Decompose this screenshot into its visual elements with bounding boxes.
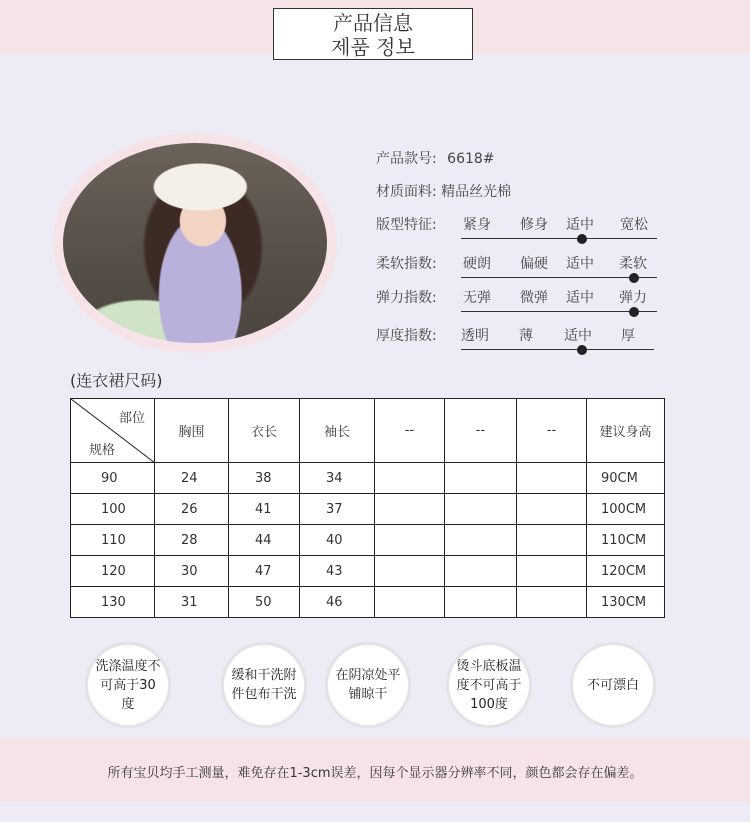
corner-bottom-label: 规格 bbox=[89, 443, 116, 458]
table-cell bbox=[517, 587, 587, 618]
table-cell: 100 bbox=[71, 494, 155, 525]
table-cell: 44 bbox=[229, 525, 300, 556]
section-title bbox=[273, 8, 473, 60]
product-code-label: 产品款号: bbox=[376, 151, 437, 167]
column-header: 袖长 bbox=[300, 399, 375, 463]
product-code-value: 6618# bbox=[447, 151, 495, 167]
table-cell bbox=[517, 494, 587, 525]
table-header-row bbox=[71, 399, 665, 463]
scale-label: 弹力指数: bbox=[376, 290, 437, 306]
table-cell: 110 bbox=[71, 525, 155, 556]
care-instruction bbox=[446, 642, 532, 728]
table-cell: 41 bbox=[229, 494, 300, 525]
table-cell: 40 bbox=[300, 525, 375, 556]
product-code-row bbox=[376, 148, 495, 168]
table-cell bbox=[517, 525, 587, 556]
product-photo bbox=[63, 143, 327, 343]
scale-option: 柔软 bbox=[619, 256, 647, 272]
table-cell: 130 bbox=[71, 587, 155, 618]
care-instruction bbox=[570, 642, 656, 728]
table-cell: 31 bbox=[155, 587, 229, 618]
care-instruction bbox=[325, 642, 411, 728]
table-cell bbox=[445, 556, 517, 587]
table-cell: 34 bbox=[300, 463, 375, 494]
table-cell bbox=[445, 463, 517, 494]
scale-fit bbox=[376, 214, 666, 240]
table-cell bbox=[445, 587, 517, 618]
footer-note: 所有宝贝均手工测量，难免存在1-3cm误差，因每个显示器分辨率不同，颜色都会存在偏差。 bbox=[107, 766, 643, 781]
scale-track bbox=[461, 238, 657, 239]
corner-top-label: 部位 bbox=[119, 411, 146, 426]
scale-marker bbox=[629, 273, 639, 283]
column-header: 衣长 bbox=[229, 399, 300, 463]
table-cell: 26 bbox=[155, 494, 229, 525]
scale-track bbox=[461, 349, 654, 350]
scale-track bbox=[461, 311, 657, 312]
scale-marker bbox=[577, 345, 587, 355]
material-label: 材质面料: bbox=[376, 184, 437, 200]
scale-option: 硬朗 bbox=[463, 256, 491, 272]
scale-option: 修身 bbox=[520, 217, 548, 233]
scale-option: 适中 bbox=[566, 217, 594, 233]
scale-option: 偏硬 bbox=[520, 256, 548, 272]
scale-option: 适中 bbox=[564, 328, 592, 344]
column-header: 建议身高 bbox=[587, 399, 665, 463]
scale-option: 宽松 bbox=[620, 217, 648, 233]
table-cell: 120 bbox=[71, 556, 155, 587]
scale-elasticity bbox=[376, 287, 666, 313]
table-row bbox=[71, 525, 665, 556]
table-cell: 37 bbox=[300, 494, 375, 525]
table-cell: 46 bbox=[300, 587, 375, 618]
table-cell bbox=[375, 587, 445, 618]
table-cell bbox=[445, 525, 517, 556]
table-cell: 50 bbox=[229, 587, 300, 618]
table-cell: 100CM bbox=[587, 494, 665, 525]
table-cell: 130CM bbox=[587, 587, 665, 618]
table-cell: 90 bbox=[71, 463, 155, 494]
title-chinese: 产品信息 bbox=[333, 11, 413, 35]
table-cell: 24 bbox=[155, 463, 229, 494]
scale-label: 版型特征: bbox=[376, 217, 437, 233]
table-cell bbox=[375, 556, 445, 587]
table-row bbox=[71, 463, 665, 494]
scale-marker bbox=[577, 234, 587, 244]
table-cell: 30 bbox=[155, 556, 229, 587]
scale-option: 微弹 bbox=[520, 290, 548, 306]
scale-option: 紧身 bbox=[463, 217, 491, 233]
scale-thickness bbox=[376, 325, 666, 351]
table-row bbox=[71, 556, 665, 587]
scale-option: 适中 bbox=[566, 290, 594, 306]
table-cell: 120CM bbox=[587, 556, 665, 587]
care-text: 烫斗底板温度不可高于100度 bbox=[456, 658, 522, 712]
scale-marker bbox=[629, 307, 639, 317]
table-cell: 38 bbox=[229, 463, 300, 494]
table-corner-cell bbox=[71, 399, 155, 463]
scale-option: 无弹 bbox=[463, 290, 491, 306]
table-row bbox=[71, 494, 665, 525]
table-cell bbox=[445, 494, 517, 525]
scale-softness bbox=[376, 253, 666, 279]
table-cell: 47 bbox=[229, 556, 300, 587]
table-cell: 110CM bbox=[587, 525, 665, 556]
scale-track bbox=[461, 277, 657, 278]
title-korean: 제품 정보 bbox=[331, 35, 415, 59]
scale-option: 透明 bbox=[461, 328, 489, 344]
column-header: 胸围 bbox=[155, 399, 229, 463]
care-text: 洗涤温度不可高于30度 bbox=[95, 658, 161, 712]
table-cell bbox=[517, 556, 587, 587]
column-header: -- bbox=[517, 399, 587, 463]
scale-label: 柔软指数: bbox=[376, 256, 437, 272]
size-table-title: (连衣裙尺码) bbox=[70, 371, 163, 390]
column-header: -- bbox=[375, 399, 445, 463]
material-value: 精品丝光棉 bbox=[441, 184, 512, 200]
scale-option: 厚 bbox=[621, 328, 635, 344]
table-cell bbox=[375, 525, 445, 556]
table-cell bbox=[375, 463, 445, 494]
table-cell: 28 bbox=[155, 525, 229, 556]
care-instruction bbox=[85, 642, 171, 728]
scale-label: 厚度指数: bbox=[376, 328, 437, 344]
table-cell bbox=[517, 463, 587, 494]
care-text: 缓和干洗附件包布干洗 bbox=[231, 668, 297, 702]
scale-option: 弹力 bbox=[619, 290, 647, 306]
material-row bbox=[376, 181, 511, 201]
scale-option: 薄 bbox=[519, 328, 533, 344]
care-instruction bbox=[221, 642, 307, 728]
scale-option: 适中 bbox=[566, 256, 594, 272]
care-text: 不可漂白 bbox=[586, 677, 639, 693]
column-header: -- bbox=[445, 399, 517, 463]
care-text: 在阴凉处平铺晾干 bbox=[335, 668, 401, 702]
table-row bbox=[71, 587, 665, 618]
table-cell: 90CM bbox=[587, 463, 665, 494]
table-cell: 43 bbox=[300, 556, 375, 587]
size-table bbox=[70, 398, 665, 618]
table-cell bbox=[375, 494, 445, 525]
